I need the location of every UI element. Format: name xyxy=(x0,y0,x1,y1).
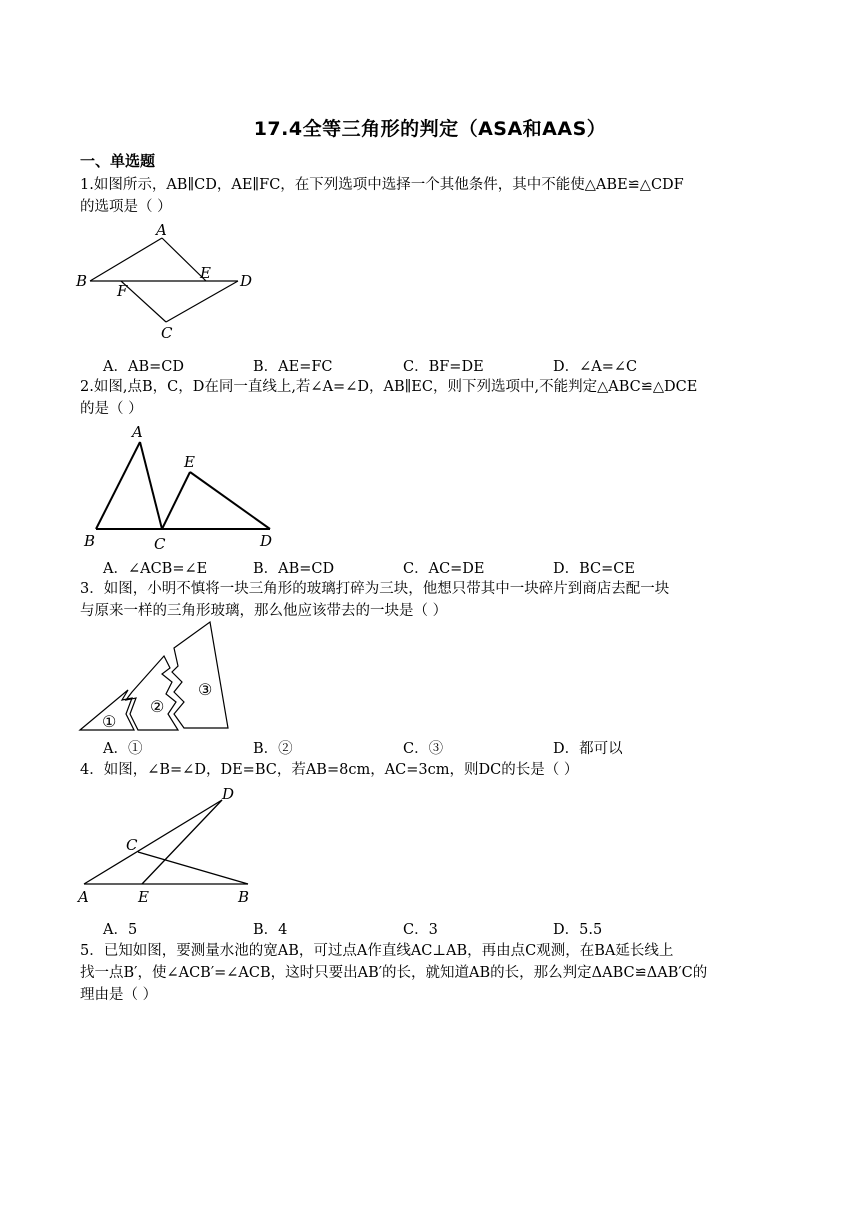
question-1-stem xyxy=(80,174,780,218)
point-b-label: B xyxy=(84,532,96,550)
question-3-stem xyxy=(80,578,780,622)
question-1-line-2: 的选项是（ ） xyxy=(80,199,172,215)
question-1-line-1: 1.如图所示，AB∥CD，AE∥FC，在下列选项中选择一个其他条件，其中不能使△ABE≌△CDF xyxy=(80,177,684,193)
question-3-figure xyxy=(78,622,238,734)
segment-ed xyxy=(190,472,270,529)
question-4-option-a[interactable]: A．5 xyxy=(103,922,138,938)
point-e-label: E xyxy=(138,888,149,906)
piece-1-label: ① xyxy=(102,712,117,731)
question-1-option-b[interactable]: B．AE=FC xyxy=(253,359,333,375)
question-5-line-2: 找一点B′，使∠ACB′=∠ACB，这时只要出AB′的长，就知道AB的长，那么判定ΔABC≌ΔAB′C的 xyxy=(80,965,708,981)
question-3-option-d[interactable]: D．都可以 xyxy=(553,741,623,757)
glass-piece-2 xyxy=(126,656,178,730)
question-2-stem xyxy=(80,376,780,420)
question-5-line-3: 理由是（ ） xyxy=(80,987,158,1003)
piece-2-label: ② xyxy=(150,697,165,716)
question-5-line-1: 5．已知如图，要测量水池的宽AB，可过点A作直线AC⊥AB，再由点C观测，在BA延长线上 xyxy=(80,943,674,959)
segment-ce xyxy=(162,472,190,529)
point-a-label: A xyxy=(78,888,89,906)
question-4-option-c[interactable]: C．3 xyxy=(403,922,438,938)
question-2-option-d[interactable]: D．BC=CE xyxy=(553,561,635,577)
question-3-line-2: 与原来一样的三角形玻璃，那么他应该带去的一块是（ ） xyxy=(80,603,448,619)
point-d-label: D xyxy=(260,532,273,550)
question-4-options xyxy=(103,918,783,939)
question-1-options xyxy=(103,355,783,376)
point-c-label: C xyxy=(126,836,138,854)
question-2-line-2: 的是（ ） xyxy=(80,401,143,417)
question-1-option-d[interactable]: D．∠A=∠C xyxy=(553,359,638,375)
segment-cb xyxy=(138,852,248,884)
question-2-figure xyxy=(84,422,284,552)
question-2-line-1: 2.如图,点B，C，D在同一直线上,若∠A=∠D，AB∥EC，则下列选项中,不能判定△ABC≌△DCE xyxy=(80,379,698,395)
point-c-label: C xyxy=(161,324,173,342)
question-3-option-a[interactable]: A．① xyxy=(103,741,143,757)
question-2-option-a[interactable]: A．∠ACB=∠E xyxy=(103,561,208,577)
question-2-options xyxy=(103,557,783,578)
segment-cd xyxy=(166,281,238,322)
point-a-label: A xyxy=(156,221,167,239)
question-3-option-b[interactable]: B．② xyxy=(253,741,293,757)
question-4-figure xyxy=(76,786,266,906)
point-d-label: D xyxy=(240,272,253,290)
question-3-options xyxy=(103,737,783,758)
point-f-label: F xyxy=(117,282,128,300)
point-d-label: D xyxy=(222,785,235,803)
point-e-label: E xyxy=(184,453,195,471)
question-1-figure xyxy=(76,222,266,342)
section-heading: 一、单选题 xyxy=(80,152,156,170)
question-1-option-c[interactable]: C．BF=DE xyxy=(403,359,484,375)
segment-ba xyxy=(90,238,162,281)
question-2-option-c[interactable]: C．AC=DE xyxy=(403,561,485,577)
question-2-option-b[interactable]: B．AB=CD xyxy=(253,561,335,577)
point-b-label: B xyxy=(238,888,250,906)
segment-ba xyxy=(96,442,140,529)
point-b-label: B xyxy=(76,272,88,290)
glass-piece-3 xyxy=(172,622,228,728)
segment-ad xyxy=(84,800,222,884)
point-e-label: E xyxy=(200,264,211,282)
question-4-line-1: 4．如图，∠B=∠D，DE=BC，若AB=8cm，AC=3cm，则DC的长是（ ） xyxy=(80,762,579,778)
page-title: 17.4全等三角形的判定（ASA和AAS） xyxy=(253,118,607,140)
question-3-line-1: 3．如图，小明不慎将一块三角形的玻璃打碎为三块，他想只带其中一块碎片到商店去配一块 xyxy=(80,581,670,597)
question-4-stem xyxy=(80,759,780,781)
question-5-stem xyxy=(80,940,780,1006)
question-4-option-b[interactable]: B．4 xyxy=(253,922,288,938)
segment-ac xyxy=(140,442,162,529)
question-4-option-d[interactable]: D．5.5 xyxy=(553,922,603,938)
segment-fc xyxy=(121,281,166,322)
point-a-label: A xyxy=(132,423,143,441)
piece-3-label: ③ xyxy=(198,680,213,699)
point-c-label: C xyxy=(154,535,166,553)
question-1-option-a[interactable]: A．AB=CD xyxy=(103,359,184,375)
question-3-option-c[interactable]: C．③ xyxy=(403,741,444,757)
